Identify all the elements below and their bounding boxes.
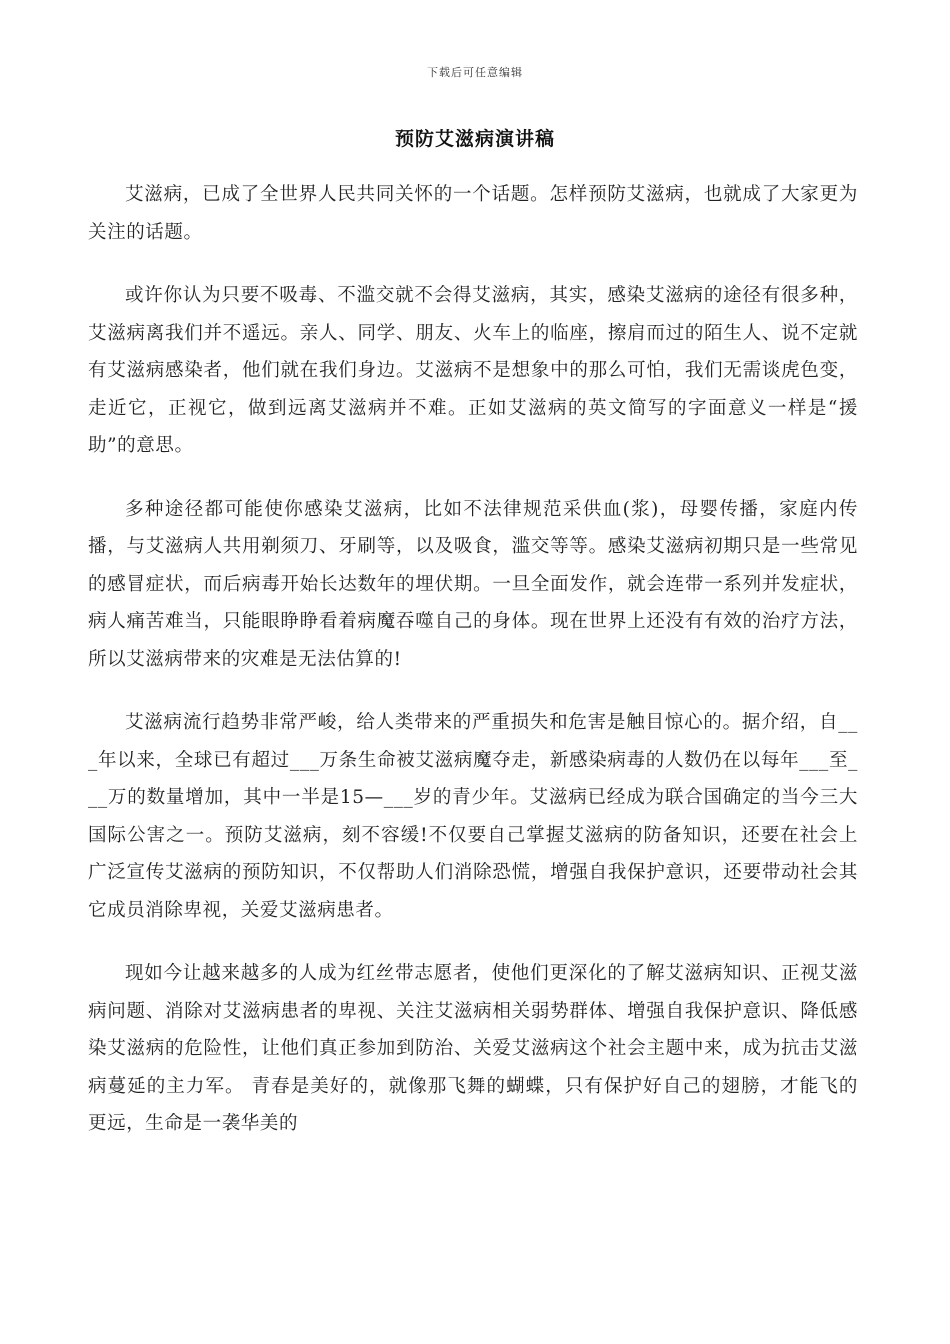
paragraph-2: 或许你认为只要不吸毒、不滥交就不会得艾滋病，其实，感染艾滋病的途径有很多种，艾滋病离我们并不遥远。亲人、同学、朋友、火车上的临座，擦肩而过的陌生人、说不定就有艾滋病感染者，他们就在我们身边。艾滋病不是想象中的那么可怕，我们无需谈虎色变，走近它，正视它，做到远离艾滋病并不难。正如艾滋病的英文简写的字面意义一样是“援助”的意思。 — [88, 285, 858, 456]
paragraph-4: 艾滋病流行趋势非常严峻，给人类带来的严重损失和危害是触目惊心的。据介绍，自___年以来，全球已有超过___万条生命被艾滋病魔夺走，新感染病毒的人数仍在以每年___至___万的数量增加，其中一半是15—___岁的青少年。艾滋病已经成为联合国确定的当今三大国际公害之一。预防艾滋病，刻不容缓!不仅要自己掌握艾滋病的防备知识，还要在社会上广泛宣传艾滋病的预防知识，不仅帮助人们消除恐慌，增强自我保护意识，还要带动社会其它成员消除卑视，关爱艾滋病患者。 — [88, 712, 858, 921]
paragraph-3: 多种途径都可能使你感染艾滋病，比如不法律规范采供血(浆)，母婴传播，家庭内传播，与艾滋病人共用剃须刀、牙刷等，以及吸食，滥交等等。感染艾滋病初期只是一些常见的感冒症状，而后病毒开始长达数年的埋伏期。一旦全面发作，就会连带一系列并发症状，病人痛苦难当，只能眼睁睁看着病魔吞噬自己的身体。现在世界上还没有有效的治疗方法，所以艾滋病带来的灾难是无法估算的! — [88, 498, 858, 670]
header-note: 下载后可任意编辑 — [427, 66, 523, 79]
document-title: 预防艾滋病演讲稿 — [394, 128, 555, 150]
paragraph-5: 现如今让越来越多的人成为红丝带志愿者，使他们更深化的了解艾滋病知识、正视艾滋病问题、消除对艾滋病患者的卑视、关注艾滋病相关弱势群体、增强自我保护意识、降低感染艾滋病的危险性，让他们真正参加到防治、关爱艾滋病这个社会主题中来，成为抗击艾滋病蔓延的主力军。 青春是美好的，就像那飞舞的蝴蝶，只有保护好自己的翅膀，才能飞的更远，生命是一袭华美的 — [88, 963, 858, 1134]
document-body — [88, 176, 858, 1169]
paragraph-1: 艾滋病，已成了全世界人民共同关怀的一个话题。怎样预防艾滋病，也就成了大家更为关注的话题。 — [88, 184, 858, 243]
